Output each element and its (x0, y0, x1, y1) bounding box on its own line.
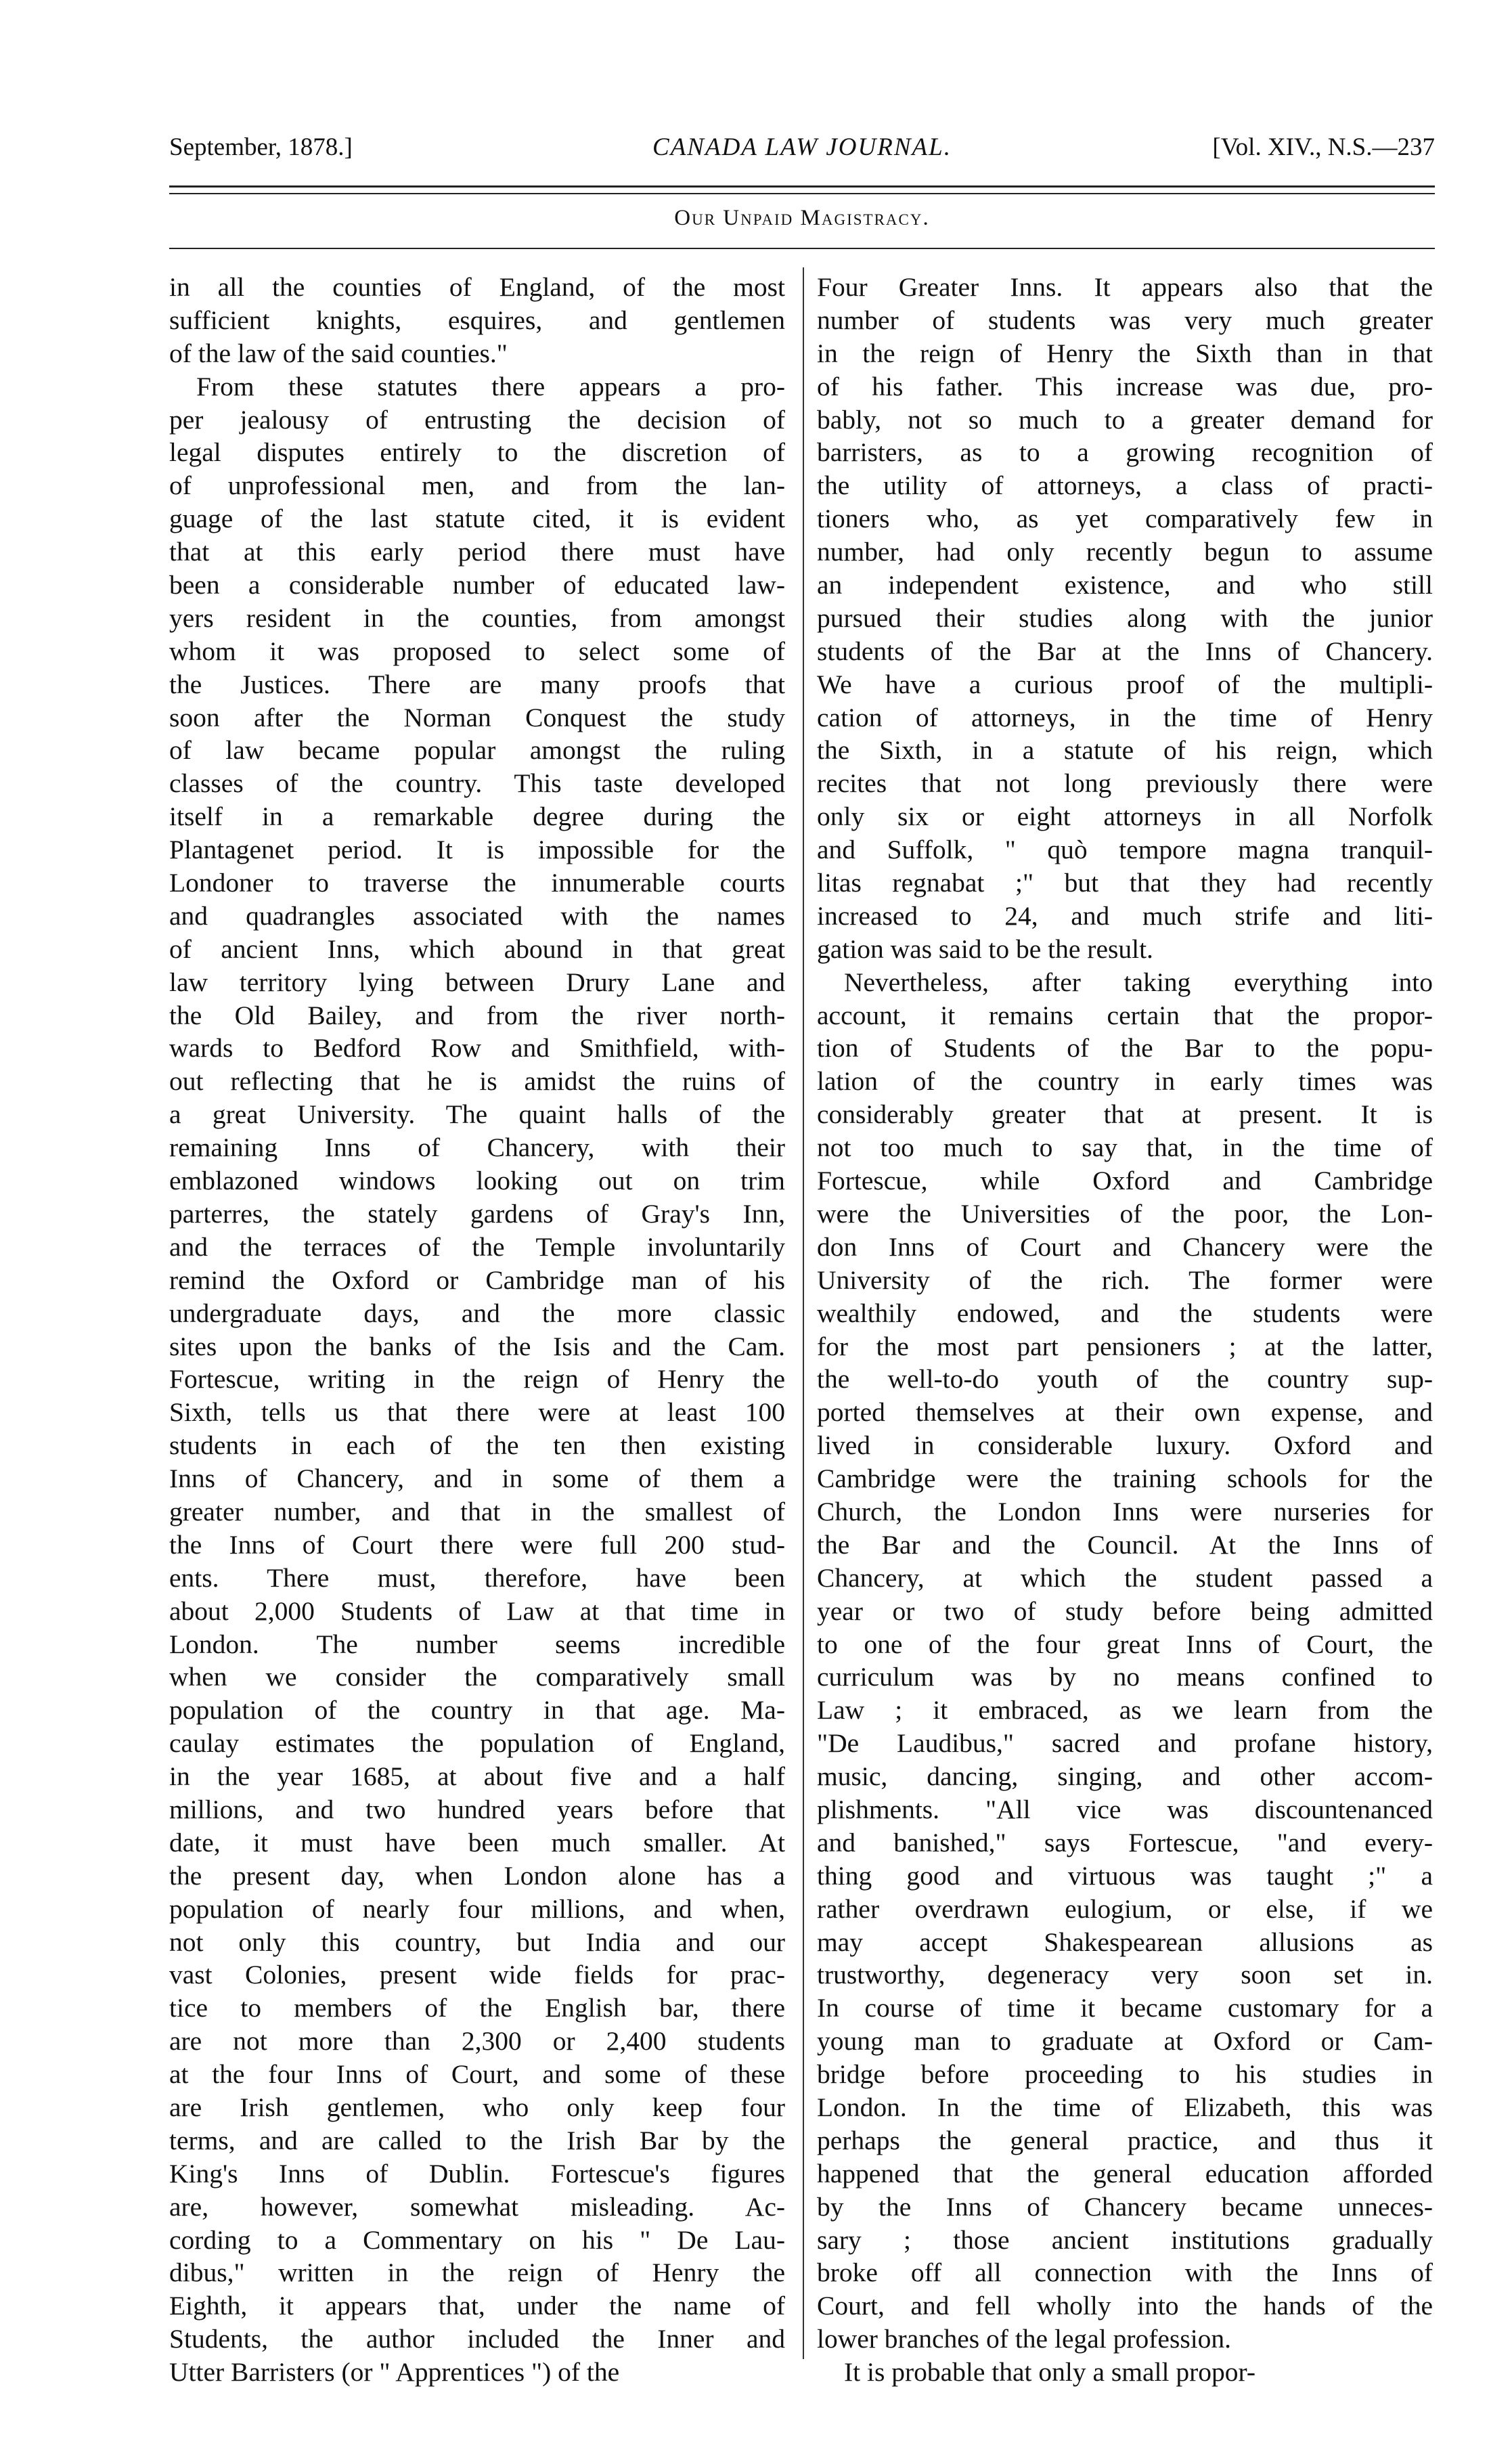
text-line: cording to a Commentary on his " De Lau- (169, 2224, 785, 2255)
text-line: when we consider the comparatively small (169, 1662, 785, 1692)
text-line: Students, the author included the Inner and (169, 2324, 785, 2354)
text-line: broke off all connection with the Inns of (817, 2258, 1433, 2288)
text-line: account, it remains certain that the propor- (817, 1000, 1433, 1030)
text-line: wards to Bedford Row and Smithfield, with- (169, 1033, 785, 1063)
text-line: of unprofessional men, and from the lan- (169, 470, 785, 501)
text-line: tion of Students of the Bar to the popu- (817, 1033, 1433, 1063)
text-line: population of the country in that age. Ma- (169, 1695, 785, 1725)
text-line: the Bar and the Council. At the Inns of (817, 1529, 1433, 1560)
text-line: itself in a remarkable degree during the (169, 801, 785, 832)
text-line: lower branches of the legal profession. (817, 2324, 1232, 2354)
text-line: soon after the Norman Conquest the study (169, 702, 785, 732)
text-line: remind the Oxford or Cambridge man of his (169, 1265, 785, 1295)
text-line: rather overdrawn eulogium, or else, if we (817, 1893, 1433, 1924)
journal-title: CANADA LAW JOURNAL. (652, 133, 952, 161)
header-rule-thick (169, 185, 1435, 188)
text-line: about 2,000 Students of Law at that time in (169, 1596, 785, 1626)
right-text-column (817, 271, 1433, 2389)
text-line: wealthily endowed, and the students were (817, 1298, 1433, 1328)
text-line: Utter Barristers (or " Apprentices ") of the (169, 2357, 620, 2388)
text-line: Inns of Chancery, and in some of them a (169, 1464, 785, 1494)
column-divider (803, 267, 804, 2359)
text-line: in the year 1685, at about five and a half (169, 1761, 785, 1792)
text-line: the utility of attorneys, a class of practi- (817, 470, 1433, 501)
text-line: a great University. The quaint halls of the (169, 1099, 785, 1130)
text-line: not too much to say that, in the time of (817, 1132, 1433, 1163)
text-line: students of the Bar at the Inns of Chancery. (817, 636, 1433, 666)
text-line: Church, the London Inns were nurseries for (817, 1496, 1433, 1526)
text-line: out reflecting that he is amidst the ruins of (169, 1066, 785, 1097)
text-line: perhaps the general practice, and thus it (817, 2125, 1433, 2155)
text-line: law territory lying between Drury Lane and (169, 967, 785, 997)
text-line: only six or eight attorneys in all Norfolk (817, 801, 1433, 832)
text-line: Londoner to traverse the innumerable courts (169, 868, 785, 898)
text-line: barristers, as to a growing recognition of (817, 437, 1433, 468)
text-line: date, it must have been much smaller. At (169, 1827, 785, 1857)
text-line: to one of the four great Inns of Court, the (817, 1629, 1433, 1659)
text-line: population of nearly four millions, and when, (169, 1893, 785, 1924)
text-line: gation was said to be the result. (817, 933, 1153, 964)
text-line: University of the rich. The former were (817, 1265, 1433, 1295)
text-line: of his father. This increase was due, pro- (817, 371, 1433, 401)
text-line: whom it was proposed to select some of (169, 636, 785, 666)
text-line: ents. There must, therefore, have been (169, 1562, 785, 1593)
text-line: tice to members of the English bar, there (169, 1993, 785, 2023)
text-line: the Justices. There are many proofs that (169, 669, 785, 699)
text-line: not only this country, but India and our (169, 1927, 785, 1957)
text-line: year or two of study before being admitted (817, 1596, 1433, 1626)
text-line: are, however, somewhat misleading. Ac- (169, 2191, 785, 2222)
text-line: don Inns of Court and Chancery were the (817, 1231, 1433, 1262)
text-line: for the most part pensioners ; at the latter, (817, 1331, 1433, 1361)
text-line: Court, and fell wholly into the hands of the (817, 2291, 1433, 2321)
text-line: emblazoned windows looking out on trim (169, 1166, 785, 1196)
text-line: terms, and are called to the Irish Bar by the (169, 2125, 785, 2155)
text-line: are not more than 2,300 or 2,400 students (169, 2026, 785, 2057)
text-line: undergraduate days, and the more classic (169, 1298, 785, 1328)
text-line: From these statutes there appears a pro- (196, 371, 785, 401)
text-line: in the reign of Henry the Sixth than in that (817, 338, 1433, 368)
text-line: lived in considerable luxury. Oxford and (817, 1430, 1433, 1461)
issue-date: September, 1878.] (169, 133, 353, 161)
text-line: number, had only recently begun to assume (817, 537, 1433, 567)
text-line: that at this early period there must have (169, 537, 785, 567)
text-line: music, dancing, singing, and other accom- (817, 1761, 1433, 1792)
text-line: London. The number seems incredible (169, 1629, 785, 1659)
text-line: number of students was very much greater (817, 305, 1433, 335)
text-line: "De Laudibus," sacred and profane history, (817, 1728, 1433, 1759)
text-line: the Old Bailey, and from the river north- (169, 1000, 785, 1030)
text-line: in all the counties of England, of the most (169, 272, 785, 302)
text-line: sufficient knights, esquires, and gentlemen (169, 305, 785, 335)
text-line: young man to graduate at Oxford or Cam- (817, 2026, 1433, 2057)
text-line: trustworthy, degeneracy very soon set in. (817, 1960, 1433, 1990)
text-line: In course of time it became customary for a (817, 1993, 1433, 2023)
text-line: are Irish gentlemen, who only keep four (169, 2092, 785, 2122)
text-line: and the terraces of the Temple involuntarily (169, 1231, 785, 1262)
text-line: guage of the last statute cited, it is evident (169, 504, 785, 534)
text-line: of ancient Inns, which abound in that great (169, 933, 785, 964)
text-line: been a considerable number of educated law- (169, 570, 785, 600)
text-line: London. In the time of Elizabeth, this was (817, 2092, 1433, 2122)
text-line: classes of the country. This taste developed (169, 768, 785, 799)
text-line: curriculum was by no means confined to (817, 1662, 1433, 1692)
text-line: ported themselves at their own expense, and (817, 1397, 1433, 1428)
text-line: dibus," written in the reign of Henry the (169, 2258, 785, 2288)
text-line: legal disputes entirely to the discretion of (169, 437, 785, 468)
text-line: Fortescue, while Oxford and Cambridge (817, 1166, 1433, 1196)
text-line: the present day, when London alone has a (169, 1860, 785, 1891)
text-line: were the Universities of the poor, the Lon- (817, 1198, 1433, 1229)
text-line: Cambridge were the training schools for the (817, 1464, 1433, 1494)
running-header (169, 133, 1435, 180)
text-line: considerably greater that at present. It is (817, 1099, 1433, 1130)
text-line: bridge before proceeding to his studies in (817, 2059, 1433, 2090)
text-line: Sixth, tells us that there were at least 100 (169, 1397, 785, 1428)
text-line: per jealousy of entrusting the decision of (169, 404, 785, 435)
left-text-column (169, 271, 785, 2389)
text-line: It is probable that only a small propor- (844, 2357, 1256, 2388)
text-line: bably, not so much to a greater demand for (817, 404, 1433, 435)
text-line: Chancery, at which the student passed a (817, 1562, 1433, 1593)
text-line: caulay estimates the population of England, (169, 1728, 785, 1759)
text-line: Eighth, it appears that, under the name of (169, 2291, 785, 2321)
text-line: happened that the general education afforded (817, 2158, 1433, 2189)
text-line: the well-to-do youth of the country sup- (817, 1364, 1433, 1394)
text-line: thing good and virtuous was taught ;" a (817, 1860, 1433, 1891)
text-line: We have a curious proof of the multipli- (817, 669, 1433, 699)
text-line: vast Colonies, present wide fields for prac- (169, 1960, 785, 1990)
text-line: may accept Shakespearean allusions as (817, 1927, 1433, 1957)
text-line: the Inns of Court there were full 200 stud- (169, 1529, 785, 1560)
text-line: at the four Inns of Court, and some of these (169, 2059, 785, 2090)
text-line: students in each of the ten then existing (169, 1430, 785, 1461)
text-line: millions, and two hundred years before that (169, 1794, 785, 1824)
text-line: Nevertheless, after taking everything into (844, 967, 1433, 997)
text-line: and banished," says Fortescue, "and every- (817, 1827, 1433, 1857)
text-line: Plantagenet period. It is impossible for the (169, 835, 785, 865)
text-line: recites that not long previously there were (817, 768, 1433, 799)
text-line: cation of attorneys, in the time of Henry (817, 702, 1433, 732)
text-line: litas regnabat ;" but that they had recently (817, 868, 1433, 898)
text-line: of law became popular amongst the ruling (169, 735, 785, 766)
text-line: and Suffolk, " quò tempore magna tranquil- (817, 835, 1433, 865)
text-line: increased to 24, and much strife and liti- (817, 900, 1433, 931)
section-title: Our Unpaid Magistracy. (674, 206, 930, 230)
text-line: an independent existence, and who still (817, 570, 1433, 600)
text-line: plishments. "All vice was discountenanced (817, 1794, 1433, 1824)
volume-page-number: [Vol. XIV., N.S.—237 (1212, 133, 1435, 161)
section-rule (169, 248, 1435, 249)
text-line: of the law of the said counties." (169, 338, 508, 368)
text-line: Law ; it embraced, as we learn from the (817, 1695, 1433, 1725)
text-line: King's Inns of Dublin. Fortescue's figures (169, 2158, 785, 2189)
text-line: lation of the country in early times was (817, 1066, 1433, 1097)
text-line: and quadrangles associated with the names (169, 900, 785, 931)
text-line: sites upon the banks of the Isis and the Cam. (169, 1331, 785, 1361)
text-line: sary ; those ancient institutions gradually (817, 2224, 1433, 2255)
text-line: yers resident in the counties, from amongst (169, 602, 785, 633)
text-line: Four Greater Inns. It appears also that the (817, 272, 1433, 302)
header-rule-thin (169, 193, 1435, 194)
text-line: tioners who, as yet comparatively few in (817, 504, 1433, 534)
text-line: greater number, and that in the smallest of (169, 1496, 785, 1526)
text-line: remaining Inns of Chancery, with their (169, 1132, 785, 1163)
text-line: the Sixth, in a statute of his reign, which (817, 735, 1433, 766)
text-line: pursued their studies along with the junior (817, 602, 1433, 633)
text-line: by the Inns of Chancery became unneces- (817, 2191, 1433, 2222)
text-line: Fortescue, writing in the reign of Henry the (169, 1364, 785, 1394)
text-line: parterres, the stately gardens of Gray's Inn, (169, 1198, 785, 1229)
